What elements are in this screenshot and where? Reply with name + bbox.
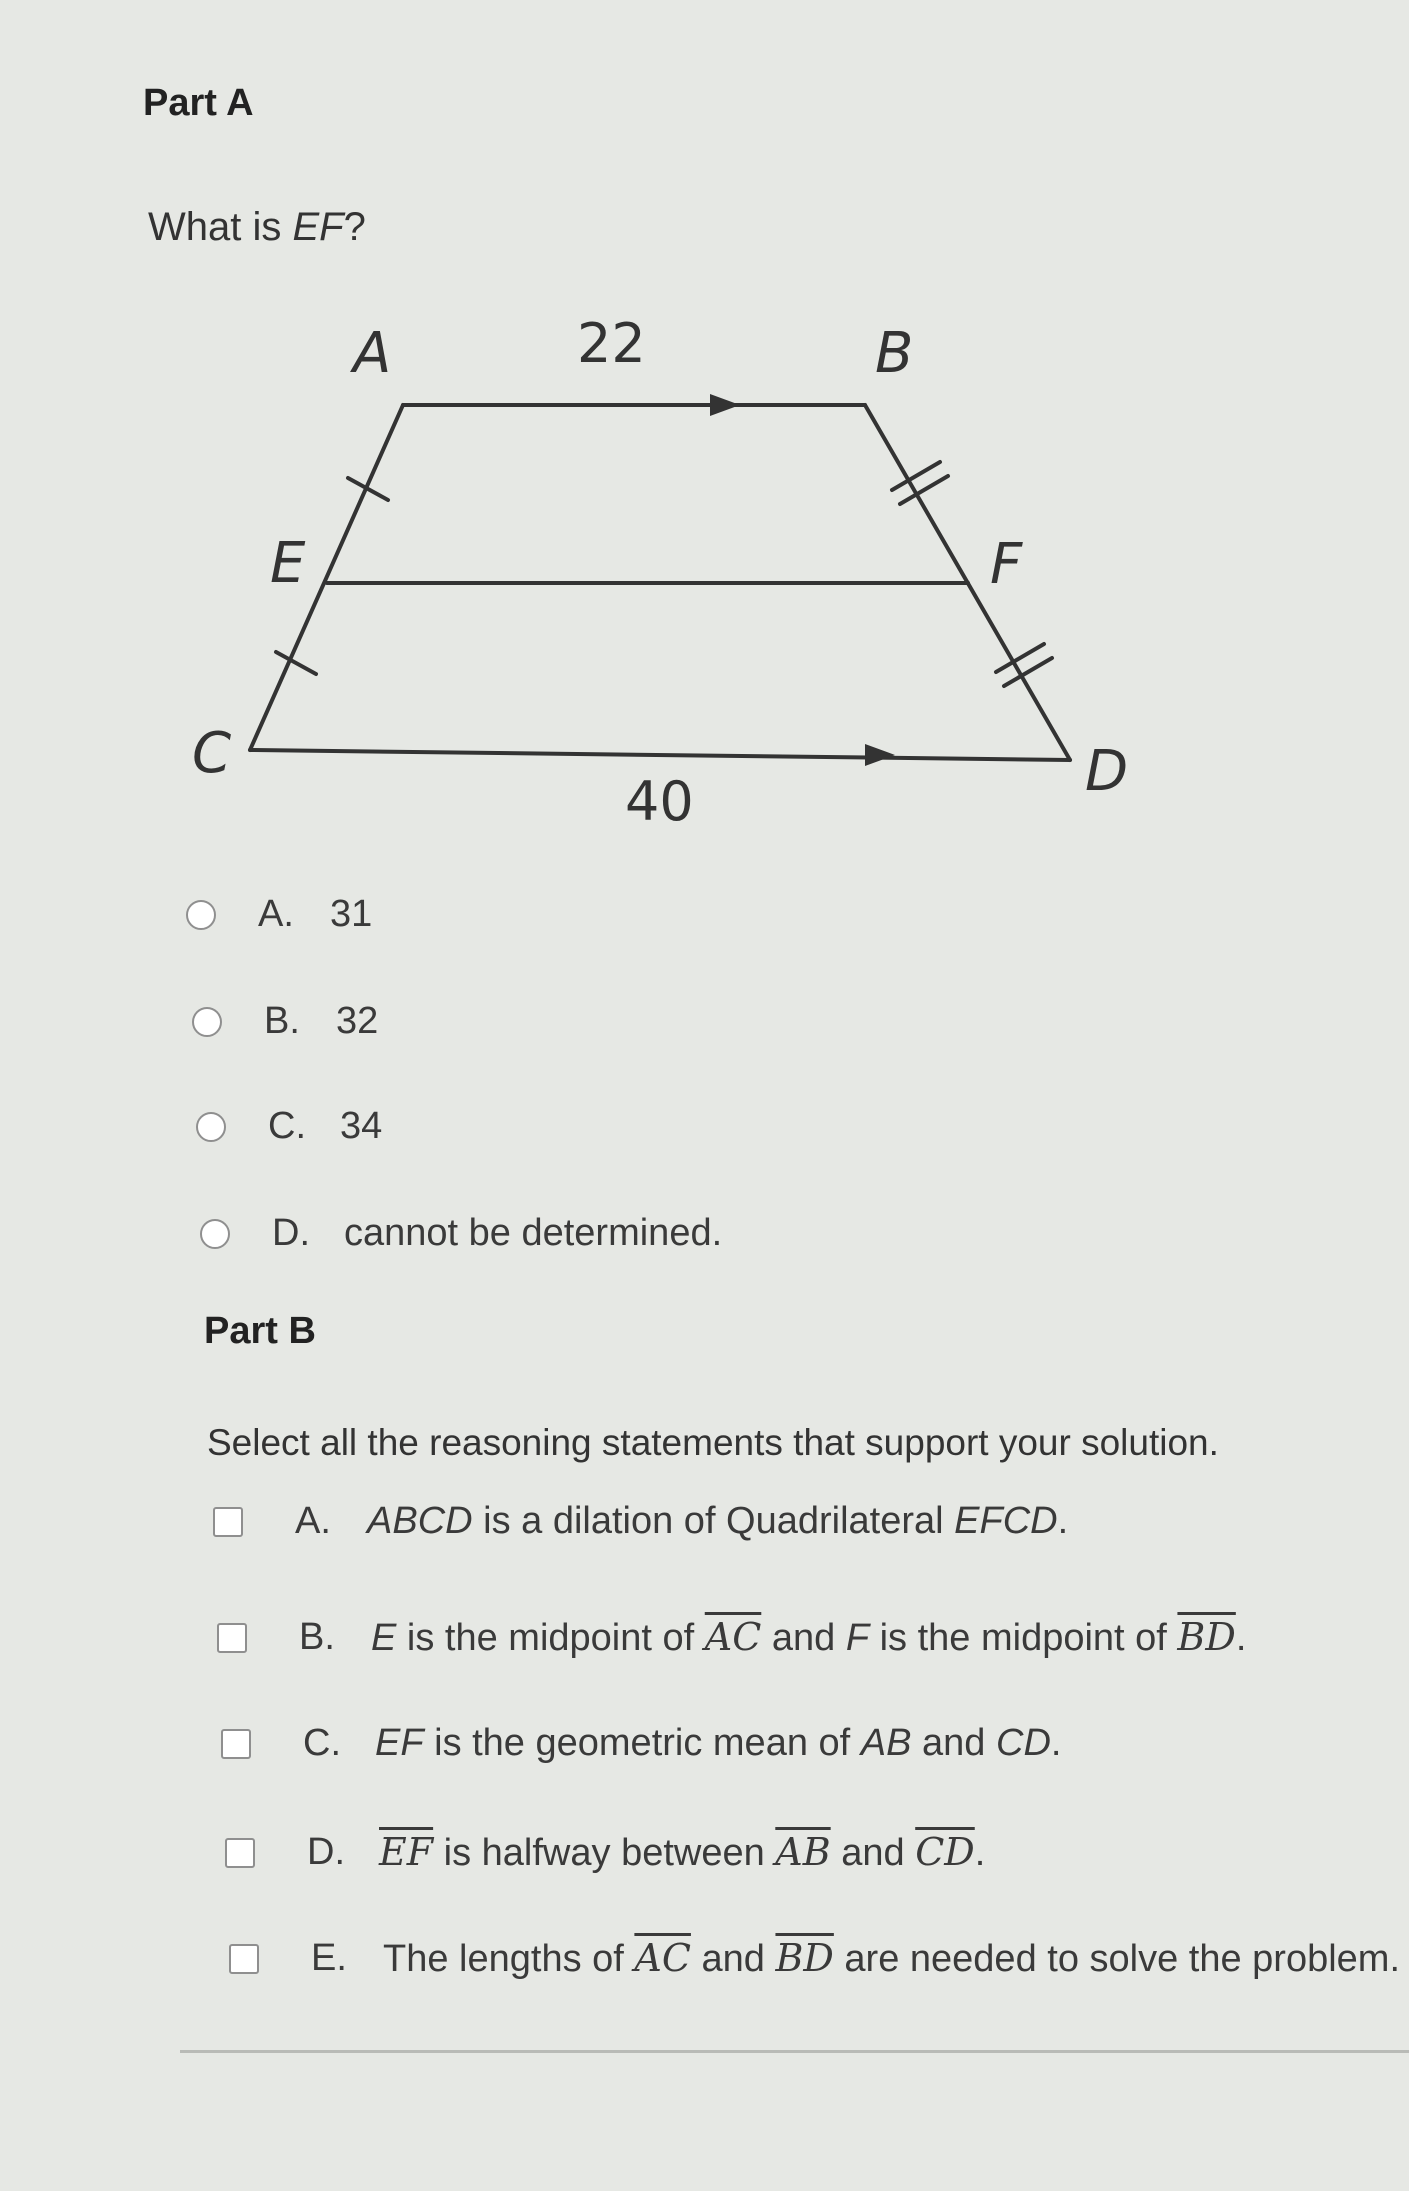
option-b[interactable] <box>192 1000 378 1043</box>
statement-c-part-2: is the geometric mean of <box>423 1722 861 1764</box>
vertex-c-label: C <box>192 721 232 786</box>
statement-c-letter: C. <box>303 1722 341 1764</box>
statement-c-part-6: . <box>1050 1722 1062 1764</box>
statement-b-part-4: and <box>761 1617 846 1659</box>
statement-e-letter: E. <box>311 1937 347 1979</box>
statement-b-text <box>371 1615 1246 1660</box>
statement-e-text <box>383 1936 1400 1981</box>
statement-a-part-3: EFCD <box>954 1500 1058 1542</box>
statement-c-part-1: EF <box>375 1722 424 1764</box>
statement-a-part-1: ABCD <box>367 1500 473 1542</box>
question-prefix: What is <box>148 205 293 249</box>
option-b-letter: B. <box>264 1000 300 1042</box>
point-e-label: E <box>270 531 306 596</box>
statement-d-part-6: . <box>974 1832 986 1874</box>
checkbox-e[interactable] <box>229 1944 259 1974</box>
parallel-arrow-ab <box>710 394 740 416</box>
part-a-heading: Part A <box>143 82 254 124</box>
statement-d-part-4: and <box>830 1832 916 1874</box>
statement-b-part-7: $\overline{BD}$ <box>1177 1615 1236 1659</box>
statement-e-part-2: $\overline{AC}$ <box>634 1936 691 1980</box>
statement-d-part-1: $\overline{EF}$ <box>379 1830 434 1874</box>
option-c-letter: C. <box>268 1105 306 1147</box>
checkbox-b[interactable] <box>217 1623 247 1653</box>
checkbox-a[interactable] <box>213 1507 243 1537</box>
option-a-text: 31 <box>330 893 373 935</box>
radio-a[interactable] <box>186 900 216 930</box>
statement-e-part-1: The lengths of <box>383 1938 635 1980</box>
option-d-letter: D. <box>272 1212 310 1254</box>
statement-d-letter: D. <box>307 1831 345 1873</box>
statement-a-part-2: is a dilation of Quadrilateral <box>472 1500 955 1542</box>
statement-b-part-5: F <box>845 1617 870 1659</box>
statement-a-text <box>367 1500 1068 1543</box>
radio-c[interactable] <box>196 1112 226 1142</box>
statement-c-text <box>375 1722 1061 1765</box>
statement-b[interactable] <box>217 1615 1246 1660</box>
statement-d[interactable] <box>225 1830 985 1875</box>
statement-c-part-4: and <box>911 1722 997 1764</box>
statement-e-part-4: $\overline{BD}$ <box>775 1936 834 1980</box>
base-ab-label: 22 <box>577 312 646 375</box>
question-suffix: ? <box>343 205 366 249</box>
radio-b[interactable] <box>192 1007 222 1037</box>
vertex-a-label: A <box>353 321 392 386</box>
statement-a[interactable] <box>213 1500 1068 1543</box>
checkbox-c[interactable] <box>221 1729 251 1759</box>
part-a-question <box>148 205 366 250</box>
statement-d-part-5: $\overline{CD}$ <box>915 1830 975 1874</box>
option-d[interactable] <box>200 1212 722 1255</box>
statement-b-part-3: $\overline{AC}$ <box>704 1615 762 1659</box>
checkbox-d[interactable] <box>225 1838 255 1868</box>
option-c[interactable] <box>196 1105 382 1148</box>
base-cd-label: 40 <box>625 770 694 833</box>
statement-b-part-6: is the midpoint of <box>869 1617 1178 1659</box>
statement-a-part-4: . <box>1057 1500 1069 1542</box>
statement-a-letter: A. <box>295 1500 331 1542</box>
option-a[interactable] <box>186 893 372 936</box>
option-b-text: 32 <box>336 1000 379 1042</box>
point-f-label: F <box>990 532 1023 597</box>
segment-cd <box>250 750 1070 760</box>
option-d-text: cannot be determined. <box>344 1212 723 1254</box>
vertex-d-label: D <box>1085 739 1129 804</box>
vertex-b-label: B <box>875 321 914 386</box>
statement-b-part-1: E <box>371 1617 397 1659</box>
statement-c-part-5: CD <box>996 1722 1051 1764</box>
statement-b-letter: B. <box>299 1616 335 1658</box>
tick-ec <box>276 652 316 674</box>
parallel-arrow-cd <box>865 744 895 766</box>
statement-e-part-5: are needed to solve the problem. <box>833 1938 1400 1980</box>
question-variable: EF <box>292 205 344 249</box>
statement-c[interactable] <box>221 1722 1061 1765</box>
statement-d-part-3: $\overline{AB}$ <box>775 1830 831 1874</box>
trapezoid-figure <box>170 300 1129 860</box>
statement-d-text <box>379 1830 985 1875</box>
statement-d-part-2: is halfway between <box>433 1832 776 1874</box>
statement-b-part-2: is the midpoint of <box>396 1617 705 1659</box>
statement-b-part-8: . <box>1235 1617 1247 1659</box>
statement-e[interactable] <box>229 1936 1400 1981</box>
statement-e-part-3: and <box>690 1938 776 1980</box>
section-divider <box>180 2050 1409 2053</box>
option-c-text: 34 <box>340 1105 383 1147</box>
radio-d[interactable] <box>200 1219 230 1249</box>
option-a-letter: A. <box>258 893 294 935</box>
part-b-heading: Part B <box>204 1310 316 1352</box>
statement-c-part-3: AB <box>860 1722 912 1764</box>
part-b-instruction: Select all the reasoning statements that support your solution. <box>207 1422 1219 1463</box>
